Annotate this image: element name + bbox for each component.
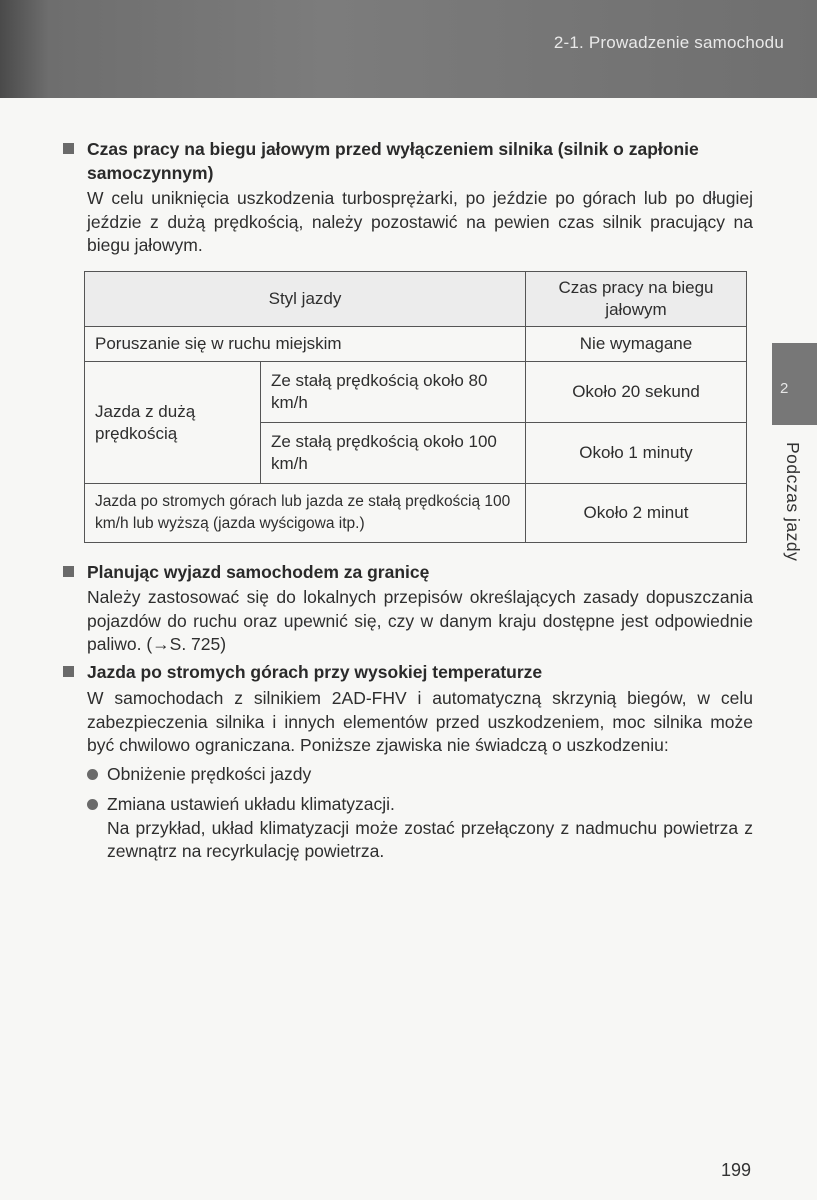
section-paragraph: Należy zastosować się do lokalnych przepisów określających zasady dopuszczania pojazdów do ruchu oraz upewnić się, czy w danym kraju dostępne jest odpowiednie paliwo. (→S. 725) xyxy=(87,587,753,654)
list-item xyxy=(87,793,753,864)
table-row xyxy=(85,484,747,543)
table-cell: Ze stałą prędkością około 80 km/h xyxy=(261,362,526,423)
header-cell-time: Czas pracy na biegu jałowym xyxy=(526,272,747,327)
square-bullet-icon xyxy=(63,566,74,577)
table-cell: Nie wymagane xyxy=(526,327,747,362)
list-item-text: Zmiana ustawień układu klimatyzacji. xyxy=(107,794,395,814)
list-item-text: Obniżenie prędkości jazdy xyxy=(107,764,312,784)
header-cell-style: Styl jazdy xyxy=(85,272,526,327)
chapter-title: 2-1. Prowadzenie samochodu xyxy=(553,33,784,52)
list-item-note: Na przykład, układ klimatyzacji może zostać przełączony z nadmuchu powietrza z zewnątrz na recyrkulację powietrza. xyxy=(107,817,753,861)
table-cell: Jazda z dużą prędkością xyxy=(85,362,261,484)
section-paragraph: W samochodach z silnikiem 2AD-FHV i automatyczną skrzynią biegów, w celu zabezpieczenia silnika i innych elementów przed uszkodzeniem, moc silnika może być chwilowo ograniczana. Poniższe zjawiska nie świadczą o uszkodzeniu: xyxy=(87,688,753,755)
section-heading-abroad xyxy=(63,560,753,584)
page-number: 199 xyxy=(720,1160,751,1180)
section-heading-text: Czas pracy na biegu jałowym przed wyłączeniem silnika (silnik o zapłonie samoczynnym) xyxy=(87,139,699,183)
chapter-tab-label: Podczas jazdy xyxy=(783,442,803,562)
round-bullet-icon xyxy=(87,799,98,810)
table-cell: Poruszanie się w ruchu miejskim xyxy=(85,327,526,362)
section-paragraph: W celu uniknięcia uszkodzenia turbosprężarki, po jeździe po górach lub po długiej jeździe z dużą prędkością, należy pozostawić na pewien czas silnik pracujący na biegu jałowym. xyxy=(87,188,753,255)
table-header-row xyxy=(85,272,747,327)
page-header xyxy=(0,0,817,98)
table-cell: Ze stałą prędkością około 100 km/h xyxy=(261,423,526,484)
round-bullet-icon xyxy=(87,769,98,780)
table-row xyxy=(85,327,747,362)
table-cell: Jazda po stromych górach lub jazda ze stałą prędkością 100 km/h lub wyższą (jazda wyścigowa itp.) xyxy=(85,484,526,543)
table-row xyxy=(85,362,747,423)
table-cell: Około 1 minuty xyxy=(526,423,747,484)
section-heading-text: Planując wyjazd samochodem za granicę xyxy=(87,562,430,582)
section-heading-idle xyxy=(63,137,753,185)
chapter-tab xyxy=(772,343,817,425)
section-heading-mountains xyxy=(63,660,753,684)
list-item xyxy=(87,763,753,787)
section-heading-text: Jazda po stromych górach przy wysokiej temperaturze xyxy=(87,662,543,682)
idle-time-table xyxy=(84,271,747,543)
table-cell: Około 20 sekund xyxy=(526,362,747,423)
square-bullet-icon xyxy=(63,666,74,677)
square-bullet-icon xyxy=(63,143,74,154)
chapter-tab-number: 2 xyxy=(780,380,789,397)
table-cell: Około 2 minut xyxy=(526,484,747,543)
